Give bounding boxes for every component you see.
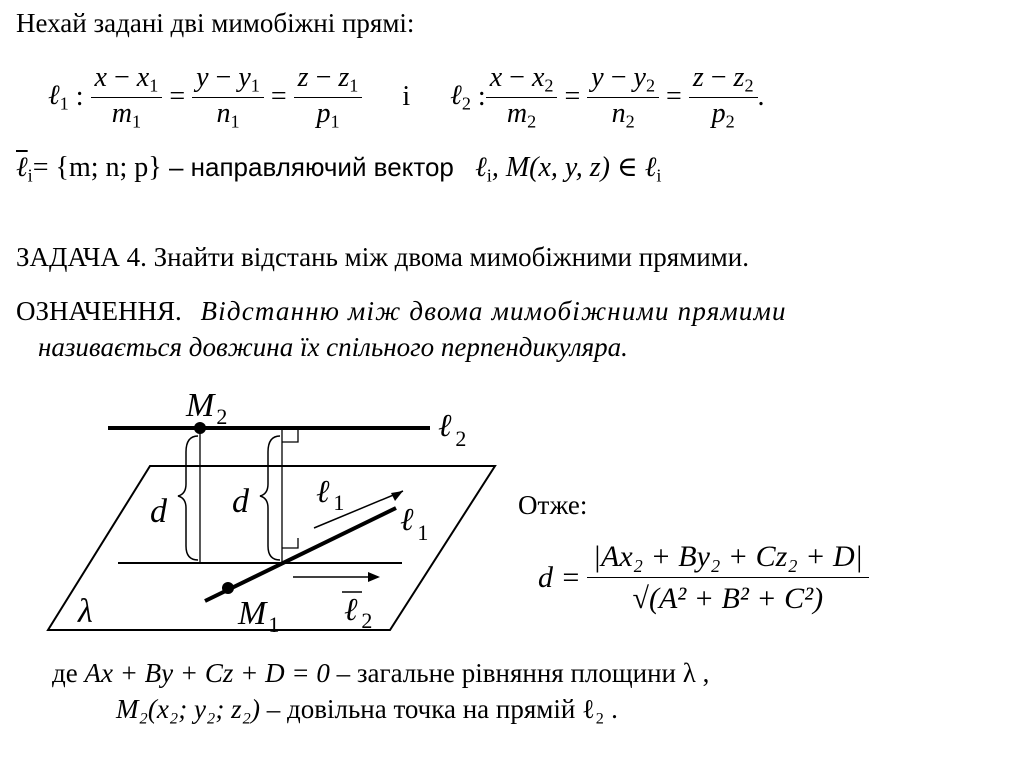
- label-l1: ℓ $_1$: [400, 501, 429, 545]
- fraction-z1: $\frac{z - z_1}{p_1}$: [294, 62, 363, 132]
- brace-left: [178, 436, 198, 560]
- conjunction: і: [402, 81, 411, 112]
- label-l2: ℓ $_2$: [438, 407, 467, 451]
- definition-line2: називається довжина їх спільного перпендикуляра.: [38, 332, 628, 362]
- intro-text: Нехай задані дві мимобіжні прямі:: [16, 8, 415, 38]
- label-M2: $M_2$: [186, 387, 228, 429]
- point-M1: [222, 582, 234, 594]
- definition: [16, 296, 1006, 327]
- formula-lhs: d =: [538, 561, 581, 594]
- fraction-y2: $\frac{y - y_2}{n_2}$: [587, 62, 659, 132]
- direction-vector-line: ℓ$_i$= {m; n; p} – направляючий вектор ℓ$_i$, M(x, y, z) ∈ ℓ$_i$: [16, 152, 662, 186]
- right-angle-top: [282, 428, 298, 442]
- therefore-label: Отже:: [518, 490, 588, 520]
- label-l1-vector: ℓ $_1$: [316, 473, 345, 515]
- label-l2-vector: ℓ $_2$: [344, 591, 373, 633]
- fraction-x1: $\frac{x - x_1}{m_1}$: [91, 62, 163, 132]
- fraction-z2: $\frac{z - z_2}{p_2}$: [689, 62, 758, 132]
- where-line1: де Ax + By + Cz + D = 0 – загальне рівняння площини λ ,: [52, 658, 710, 688]
- distance-formula: [538, 528, 869, 628]
- label-lambda: λ: [78, 593, 93, 630]
- where-line2: M₂(x₂; y₂; z₂) – довільна точка на прямій ℓ₂ .: [116, 694, 618, 724]
- line-equations: ℓ$_1$ : $\frac{x - x_1}{m_1}$ = $\frac{y - y_1}{n_1}$ = $\frac{z - z_1}{p_1}$ і ℓ$_2$ : $\frac{x - x_2}{m_2}$ = $\frac{y - y_2}{n_2}$ = $\frac{z - z_2}{p_2}$ .: [48, 62, 765, 131]
- fraction-x2: $\frac{x - x_2}{m_2}$: [486, 62, 558, 132]
- definition-label: ОЗНАЧЕННЯ.: [16, 296, 182, 326]
- brace-mid: [260, 436, 280, 560]
- label-d-mid: d: [232, 483, 249, 520]
- formula-fraction: [587, 540, 869, 616]
- plane-equation: Ax + By + Cz + D = 0: [84, 658, 330, 688]
- skew-lines-diagram: [0, 380, 520, 670]
- formula-numerator: |Ax₂ + By₂ + Cz₂ + D|: [587, 540, 869, 578]
- right-angle-bottom: [282, 538, 298, 548]
- task-heading: ЗАДАЧА 4. Знайти відстань між двома мимобіжними прямими.: [16, 242, 749, 272]
- l2-symbol: ℓ$_2$: [450, 79, 471, 114]
- plane-lambda: [48, 466, 495, 630]
- point-M2-coords: M₂(x₂; y₂; z₂): [116, 694, 260, 724]
- label-d-left: d: [150, 493, 167, 530]
- label-M1: $M_1$: [238, 595, 280, 637]
- fraction-y1: $\frac{y - y_1}{n_1}$: [192, 62, 264, 132]
- l1-symbol: ℓ$_1$: [48, 79, 69, 114]
- definition-line1: Відстанню між двома мимобіжними прямими: [200, 296, 787, 326]
- formula-denominator: √(A² + B² + C²): [632, 581, 824, 615]
